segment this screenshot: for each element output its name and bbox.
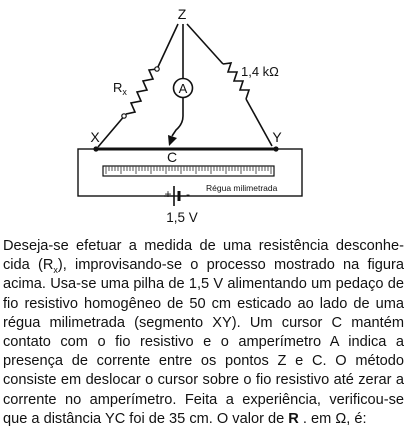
node-x-dot	[93, 146, 98, 151]
node-z-label: Z	[177, 6, 187, 22]
rx-resistor-branch	[98, 24, 178, 147]
problem-text-part1: Deseja-se efetuar a medida de uma resistência desconhe-cida (R	[3, 238, 404, 274]
battery-plus-label: +	[164, 187, 172, 201]
node-x-label: X	[90, 129, 100, 145]
fixed-resistor-branch	[187, 24, 272, 146]
rx-terminal-bottom	[122, 114, 126, 118]
node-y-label: Y	[272, 129, 282, 145]
problem-text-part3: . em Ω, é:	[298, 410, 367, 427]
battery-minus-label: -	[186, 187, 190, 201]
ammeter-label: A	[178, 81, 188, 96]
problem-subscript: x	[53, 265, 58, 276]
rx-terminal-top	[155, 67, 159, 71]
fixed-resistor-label: 1,4 kΩ	[241, 64, 279, 79]
ruler-label: Régua milimetrada	[206, 183, 278, 193]
rx-label: $R_x$	[113, 80, 127, 97]
cursor-arrow	[168, 135, 177, 146]
cursor-c-label: C	[166, 149, 178, 165]
millimeter-ruler	[103, 166, 274, 176]
node-y-dot	[273, 146, 278, 151]
ammeter-wire-to-cursor	[172, 98, 183, 136]
problem-text-part2: ), improvisando-se o processo mostrado na figura acima. Usa-se uma pilha de 1,5 V alimentando um pedaço de fio resistivo homogêneo de 50 cm esticado ao lado de uma régua milimetrada (segmento XY). Um cursor C mantém contato com o fio resistivo e o amperímetro A indica a presença de corrente entre os pontos Z e C. O método consiste em deslocar o cursor sobre o fio resistivo até zerar a corrente no amperímetro. Feita a experiência, verificou-se que a distância YC foi de 35 cm. O valor de	[3, 257, 404, 427]
problem-bold-r: R	[288, 410, 299, 427]
battery-voltage-label: 1,5 V	[166, 210, 198, 225]
problem-statement	[3, 237, 404, 429]
